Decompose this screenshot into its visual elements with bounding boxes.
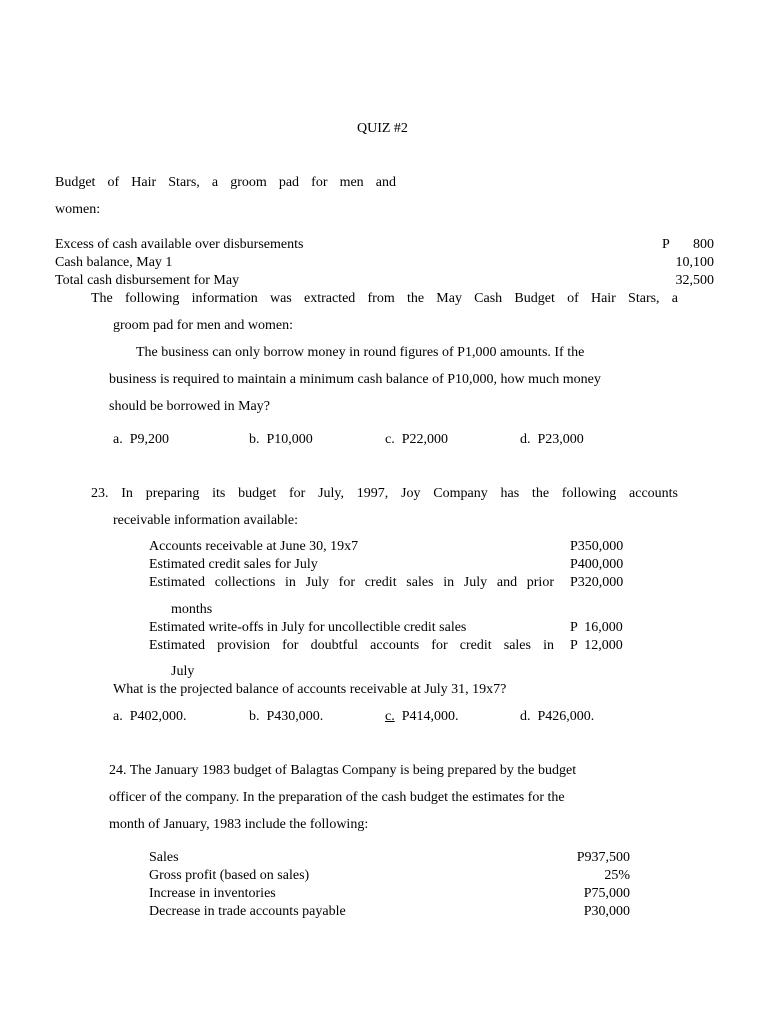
intro-line-2: women: [55, 202, 101, 217]
q23-item-label: Estimated credit sales for July [149, 557, 318, 572]
summary-value: 800 [693, 237, 714, 252]
summary-prefix: P [662, 237, 670, 252]
q24-item-value: P75,000 [583, 886, 630, 901]
summary-label: Excess of cash available over disbursements [55, 237, 304, 252]
q23-item-label: Estimated collections in July for credit sales in July and prior [149, 575, 554, 590]
q23-item-label: Accounts receivable at June 30, 19x7 [149, 539, 359, 554]
q23-item-label: Estimated provision for doubtful accounts for credit sales in [149, 638, 554, 653]
q22-body-line-1: The business can only borrow money in round figures of P1,000 amounts. If the [136, 345, 585, 360]
q23-item-value: P350,000 [570, 539, 624, 554]
q22-body-line-3: should be borrowed in May? [109, 399, 270, 414]
q24-item-label: Sales [149, 850, 179, 865]
summary-label: Cash balance, May 1 [55, 255, 173, 270]
q23-item-value: P400,000 [570, 557, 624, 572]
q23-choice-a: a. P402,000. [113, 709, 187, 724]
q24-item-value: P30,000 [583, 904, 630, 919]
q23-question: What is the projected balance of accounts receivable at July 31, 19x7? [113, 682, 507, 697]
q22-intro-line-1: The following information was extracted from the May Cash Budget of Hair Stars, a [91, 291, 678, 306]
q23-item-value: P 16,000 [570, 620, 623, 635]
page-title: QUIZ #2 [357, 121, 408, 136]
q23-item-label: Estimated write-offs in July for uncollectible credit sales [149, 620, 467, 635]
q22-choice-b: b. P10,000 [249, 432, 313, 447]
q23-intro-line-2: receivable information available: [113, 513, 299, 528]
q23-choice-d: d. P426,000. [520, 709, 595, 724]
q22-intro-line-2: groom pad for men and women: [113, 318, 294, 333]
q24-intro-line-3: month of January, 1983 include the following: [109, 817, 369, 832]
q24-item-value: 25% [604, 868, 630, 883]
summary-value: 32,500 [675, 273, 714, 288]
q23-choice-b: b. P430,000. [249, 709, 324, 724]
q24-item-value: P937,500 [576, 850, 630, 865]
q23-intro-line-1: 23. In preparing its budget for July, 1997, Joy Company has the following accounts [91, 486, 678, 501]
q24-item-label: Increase in inventories [149, 886, 276, 901]
q23-item-value: P 12,000 [570, 638, 623, 653]
q23-item-value: P320,000 [570, 575, 624, 590]
q22-body-line-2: business is required to maintain a minimum cash balance of P10,000, how much money [109, 372, 601, 387]
q22-choice-a: a. P9,200 [113, 432, 170, 447]
q23-item-continuation: July [171, 664, 195, 679]
q22-choice-c: c. P22,000 [385, 432, 449, 447]
summary-label: Total cash disbursement for May [55, 273, 240, 288]
q22-choice-d: d. P23,000 [520, 432, 584, 447]
q24-intro-line-1: 24. The January 1983 budget of Balagtas Company is being prepared by the budget [109, 763, 577, 778]
intro-line-1: Budget of Hair Stars, a groom pad for men and [55, 175, 396, 190]
summary-value: 10,100 [675, 255, 714, 270]
q24-item-label: Gross profit (based on sales) [149, 868, 310, 883]
q24-intro-line-2: officer of the company. In the preparation of the cash budget the estimates for the [109, 790, 565, 805]
q23-choice-c: c. P414,000. [385, 709, 459, 724]
q23-item-continuation: months [171, 602, 213, 617]
q24-item-label: Decrease in trade accounts payable [149, 904, 346, 919]
